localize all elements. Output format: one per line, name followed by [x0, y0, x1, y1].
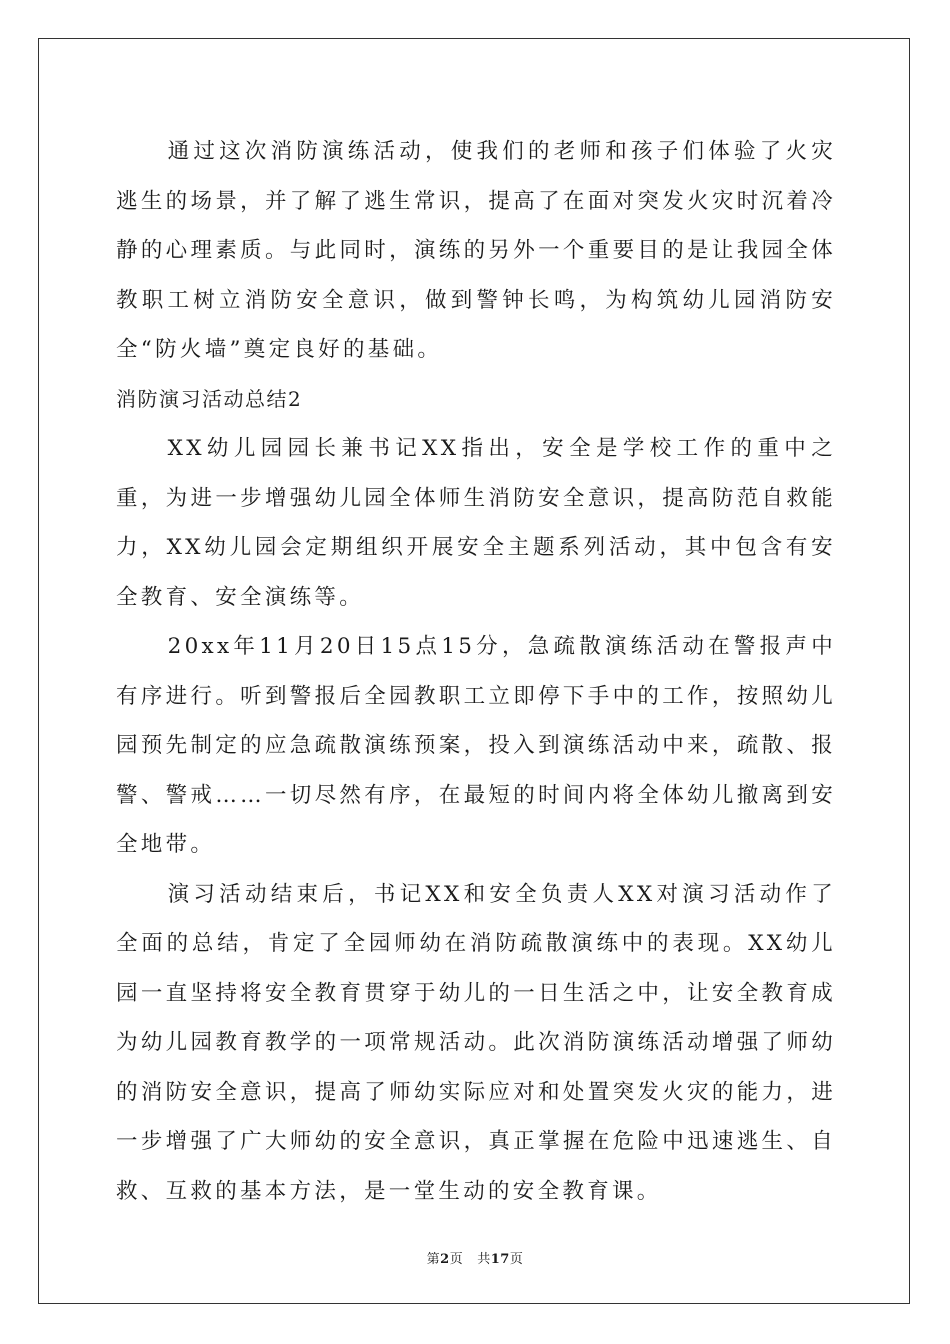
section-heading: 消防演习活动总结2 — [116, 386, 303, 411]
paragraph-director-remarks: XX幼儿园园长兼书记XX指出，安全是学校工作的重中之重，为进一步增强幼儿园全体师生消防安全意识，提高防范自救能力，XX幼儿园会定期组织开展安全主题系列活动，其中包含有安全教育、安全演练等。 — [116, 436, 836, 610]
total-pages: 17 — [490, 1252, 510, 1267]
page-footer — [0, 1248, 950, 1267]
document-body — [116, 127, 836, 1216]
paragraph-evacuation-drill: 20xx年11月20日15点15分，急疏散演练活动在警报声中有序进行。听到警报后全园教职工立即停下手中的工作，按照幼儿园预先制定的应急疏散演练预案，投入到演练活动中来，疏散、报警、警戒……一切尽然有序，在最短的时间内将全体幼儿撤离到安全地带。 — [116, 634, 836, 857]
page-number: 2 — [440, 1252, 450, 1267]
page-prefix: 第 — [426, 1252, 441, 1267]
total-prefix: 共 — [477, 1252, 491, 1267]
page-suffix: 页 — [449, 1252, 464, 1267]
paragraph-conclusion: 演习活动结束后，书记XX和安全负责人XX对演习活动作了全面的总结，肯定了全园师幼在消防疏散演练中的表现。XX幼儿园一直坚持将安全教育贯穿于幼儿的一日生活之中，让安全教育成为幼儿园教育教学的一项常规活动。此次消防演练活动增强了师幼的消防安全意识，提高了师幼实际应对和处置突发火灾的能力，进一步增强了广大师幼的安全意识，真正掌握在危险中迅速逃生、自救、互救的基本方法，是一堂生动的安全教育课。 — [116, 881, 836, 1204]
total-suffix: 页 — [509, 1252, 524, 1267]
paragraph-drill-summary: 通过这次消防演练活动，使我们的老师和孩子们体验了火灾逃生的场景，并了解了逃生常识，提高了在面对突发火灾时沉着冷静的心理素质。与此同时，演练的另外一个重要目的是让我园全体教职工树立消防安全意识，做到警钟长鸣，为构筑幼儿园消防安全“防火墙”奠定良好的基础。 — [116, 139, 836, 362]
